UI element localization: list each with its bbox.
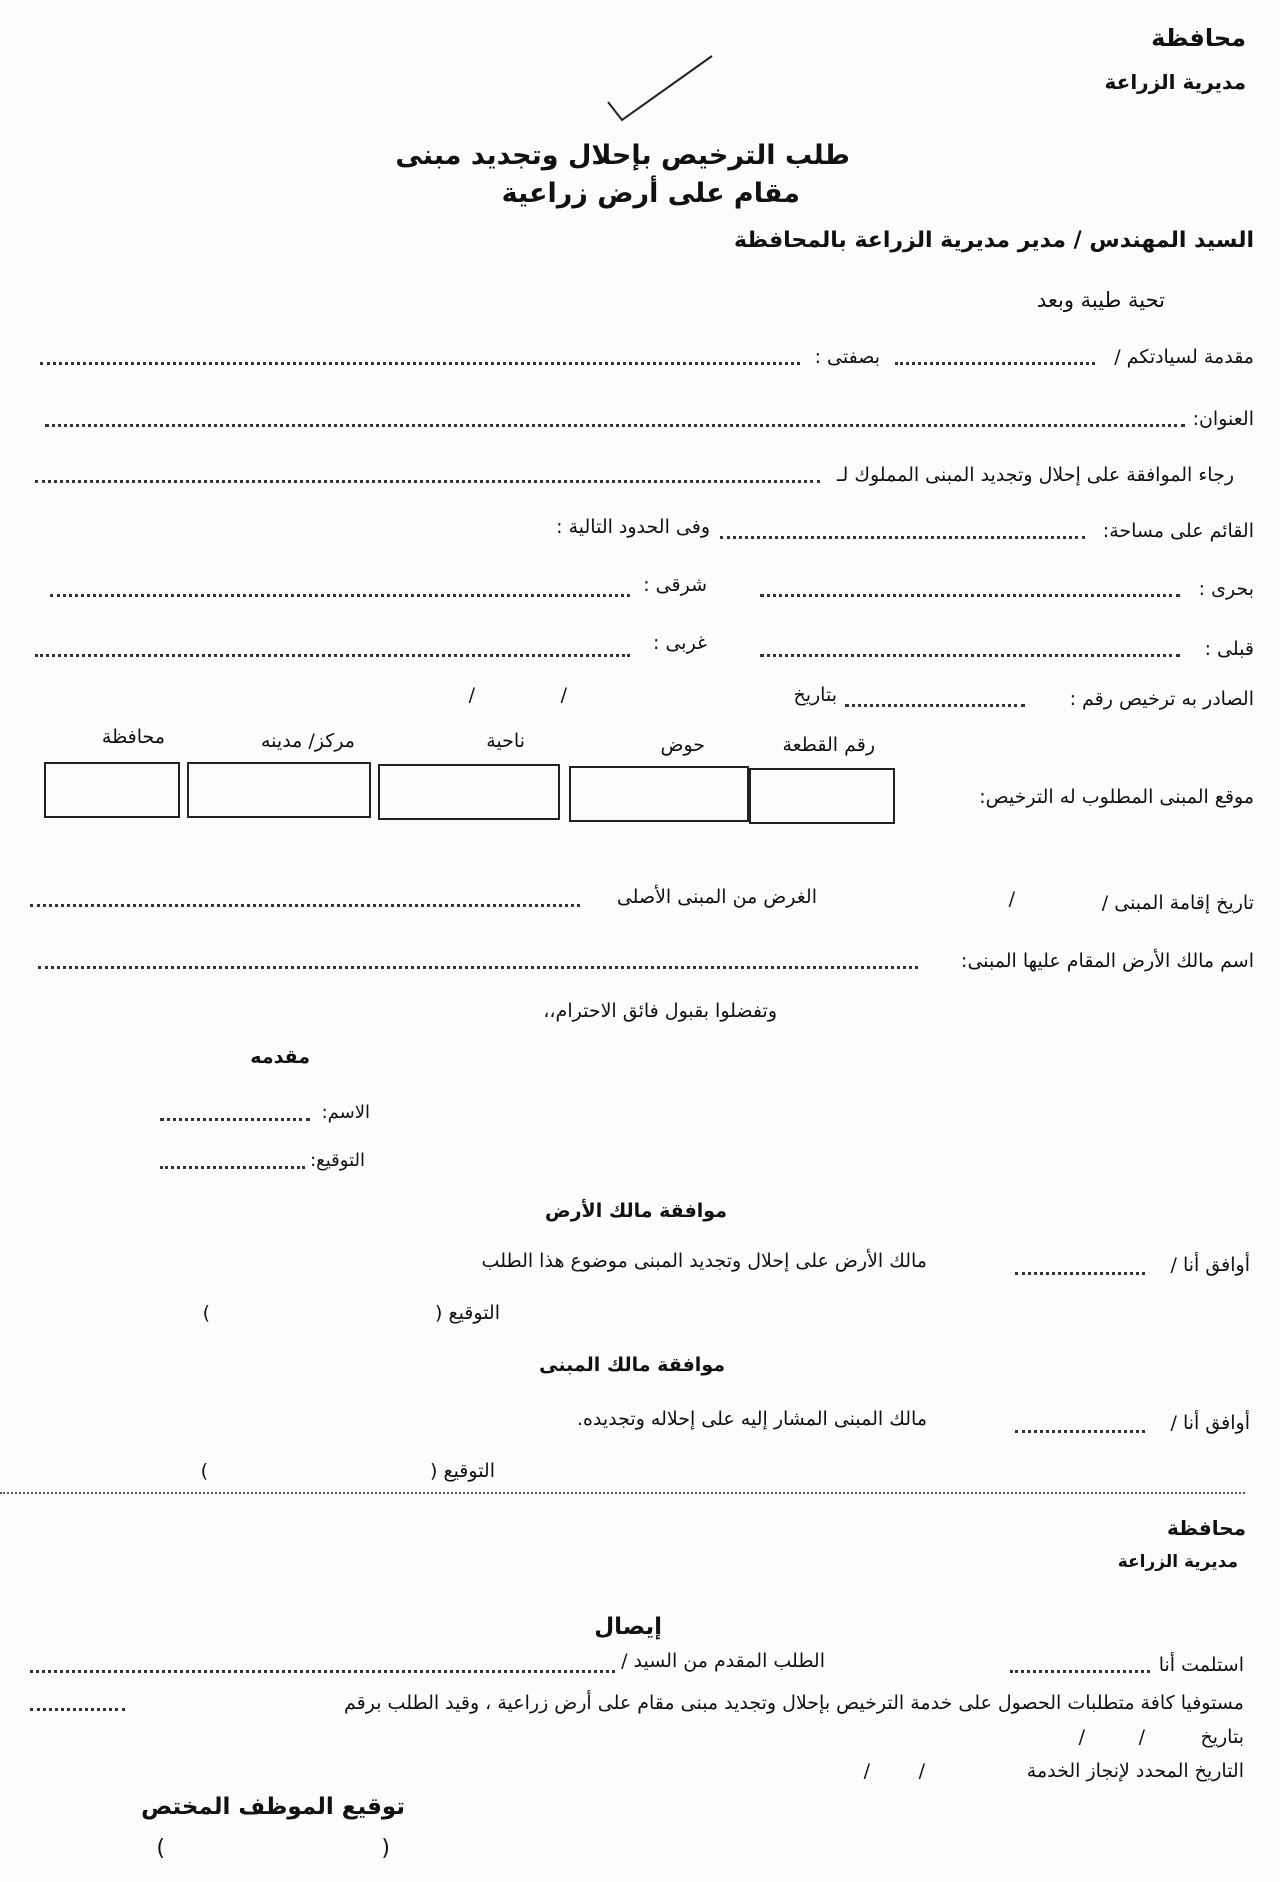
applicant-name-label: الاسم: (321, 1102, 370, 1123)
purpose-field[interactable] (30, 904, 580, 907)
location-col-city: مركز/ مدينه (261, 730, 355, 752)
location-label: موقع المبنى المطلوب له الترخيص: (979, 786, 1254, 808)
license-date-slash-1: / (560, 684, 567, 706)
east-field[interactable] (50, 594, 630, 597)
applicant-signature-label: التوقيع: (310, 1150, 365, 1171)
plot-number-box[interactable] (749, 768, 895, 824)
governorate-heading: محافظة (1151, 24, 1246, 52)
receipt-service-date-label: التاريخ المحدد لإنجاز الخدمة (1026, 1760, 1244, 1782)
capacity-label: بصفتى : (814, 346, 880, 368)
land-owner-approval-text: مالك الأرض على إحلال وتجديد المبنى موضوع هذا الطلب (481, 1250, 927, 1272)
location-col-basin: حوض (660, 734, 705, 756)
address-field[interactable] (45, 424, 1185, 427)
employee-signature-heading: توقيع الموظف المختص (141, 1794, 405, 1820)
location-col-plot: رقم القطعة (782, 734, 875, 756)
basin-box[interactable] (569, 766, 749, 822)
boundaries-label: وفى الحدود التالية : (556, 516, 710, 538)
building-owner-approval-heading: موافقة مالك المبنى (539, 1354, 725, 1376)
receipt-service-date-slash-2: / (863, 1760, 870, 1782)
owner-of-building-field[interactable] (35, 480, 820, 483)
land-owner-agree-field[interactable] (1015, 1272, 1145, 1275)
closing-line: وتفضلوا بقبول فائق الاحترام،، (543, 1000, 777, 1022)
south-field[interactable] (760, 654, 1180, 657)
building-owner-signature-label: التوقيع ( (430, 1460, 495, 1482)
applicant-label: مقدمة لسيادتكم / (1114, 346, 1254, 368)
receipt-date-slash-1: / (1138, 1726, 1145, 1748)
land-owner-name-field[interactable] (38, 966, 918, 969)
north-label: بحرى : (1198, 578, 1254, 600)
north-field[interactable] (760, 594, 1180, 597)
checkmark-icon (600, 50, 720, 130)
form-title-line1: طلب الترخيص بإحلال وتجديد مبنى (395, 140, 850, 171)
land-owner-name-label: اسم مالك الأرض المقام عليها المبنى: (961, 950, 1254, 972)
greeting: تحية طيبة وبعد (1036, 288, 1165, 312)
building-owner-signature-close: ) (200, 1460, 208, 1482)
receipt-employee-name-field[interactable] (1010, 1670, 1150, 1673)
building-owner-agree-label: أوافق أنا / (1170, 1412, 1250, 1434)
cut-line-divider (0, 1492, 1245, 1494)
receipt-line2: مستوفيا كافة متطلبات الحصول على خدمة الترخيص بإحلال وتجديد مبنى مقام على أرض زراعية ، وقيد الطلب برقم (344, 1692, 1244, 1714)
employee-signature-close: ) (156, 1836, 165, 1861)
receipt-directorate: مديرية الزراعة (1117, 1552, 1238, 1572)
request-label: رجاء الموافقة على إحلال وتجديد المبنى المملوك لـ (836, 464, 1234, 486)
west-field[interactable] (35, 654, 630, 657)
license-date-slash-2: / (468, 684, 475, 706)
location-col-district: ناحية (486, 730, 525, 752)
license-number-label: الصادر به ترخيص رقم : (1069, 688, 1254, 710)
build-date-label: تاريخ إقامة المبنى / (1101, 892, 1254, 914)
south-label: قبلى : (1204, 638, 1254, 660)
applicant-signature-field[interactable] (160, 1166, 305, 1169)
purpose-label: الغرض من المبنى الأصلى (616, 886, 817, 908)
capacity-field[interactable] (40, 362, 800, 365)
applicant-name-field[interactable] (895, 362, 1095, 365)
applicant-heading: مقدمه (250, 1046, 310, 1068)
receipt-service-date-slash-1: / (918, 1760, 925, 1782)
land-owner-agree-label: أوافق أنا / (1170, 1254, 1250, 1276)
area-field[interactable] (720, 536, 1085, 539)
directorate-heading: مديرية الزراعة (1104, 70, 1246, 94)
receipt-date-slash-2: / (1078, 1726, 1085, 1748)
land-owner-signature-close: ) (202, 1302, 210, 1324)
employee-signature-open: ( (381, 1836, 390, 1861)
build-date-slash: / (1008, 888, 1015, 910)
license-date-label: بتاريخ (793, 684, 837, 706)
receipt-received-label: استلمت أنا (1158, 1654, 1244, 1676)
receipt-heading: إيصال (594, 1614, 662, 1640)
land-owner-approval-heading: موافقة مالك الأرض (545, 1200, 727, 1222)
addressee: السيد المهندس / مدير مديرية الزراعة بالمحافظة (733, 228, 1254, 253)
governorate-box[interactable] (44, 762, 180, 818)
address-label: العنوان: (1192, 408, 1254, 430)
city-box[interactable] (187, 762, 371, 818)
area-label: القائم على مساحة: (1102, 520, 1254, 542)
location-col-governorate: محافظة (101, 726, 165, 748)
receipt-applicant-field[interactable] (30, 1670, 615, 1673)
district-box[interactable] (378, 764, 560, 820)
form-title-line2: مقام على أرض زراعية (501, 178, 800, 209)
receipt-date-label: بتاريخ (1200, 1726, 1244, 1748)
building-owner-approval-text: مالك المبنى المشار إليه على إحلاله وتجديده. (576, 1408, 927, 1430)
west-label: غربى : (653, 632, 707, 654)
building-owner-agree-field[interactable] (1015, 1430, 1145, 1433)
east-label: شرقى : (643, 574, 707, 596)
applicant-name-sign-field[interactable] (160, 1118, 310, 1121)
receipt-governorate: محافظة (1166, 1516, 1246, 1540)
land-owner-signature-label: التوقيع ( (435, 1302, 500, 1324)
receipt-request-number-field[interactable] (30, 1708, 125, 1711)
license-number-field[interactable] (845, 704, 1025, 707)
receipt-request-from-label: الطلب المقدم من السيد / (621, 1650, 825, 1672)
